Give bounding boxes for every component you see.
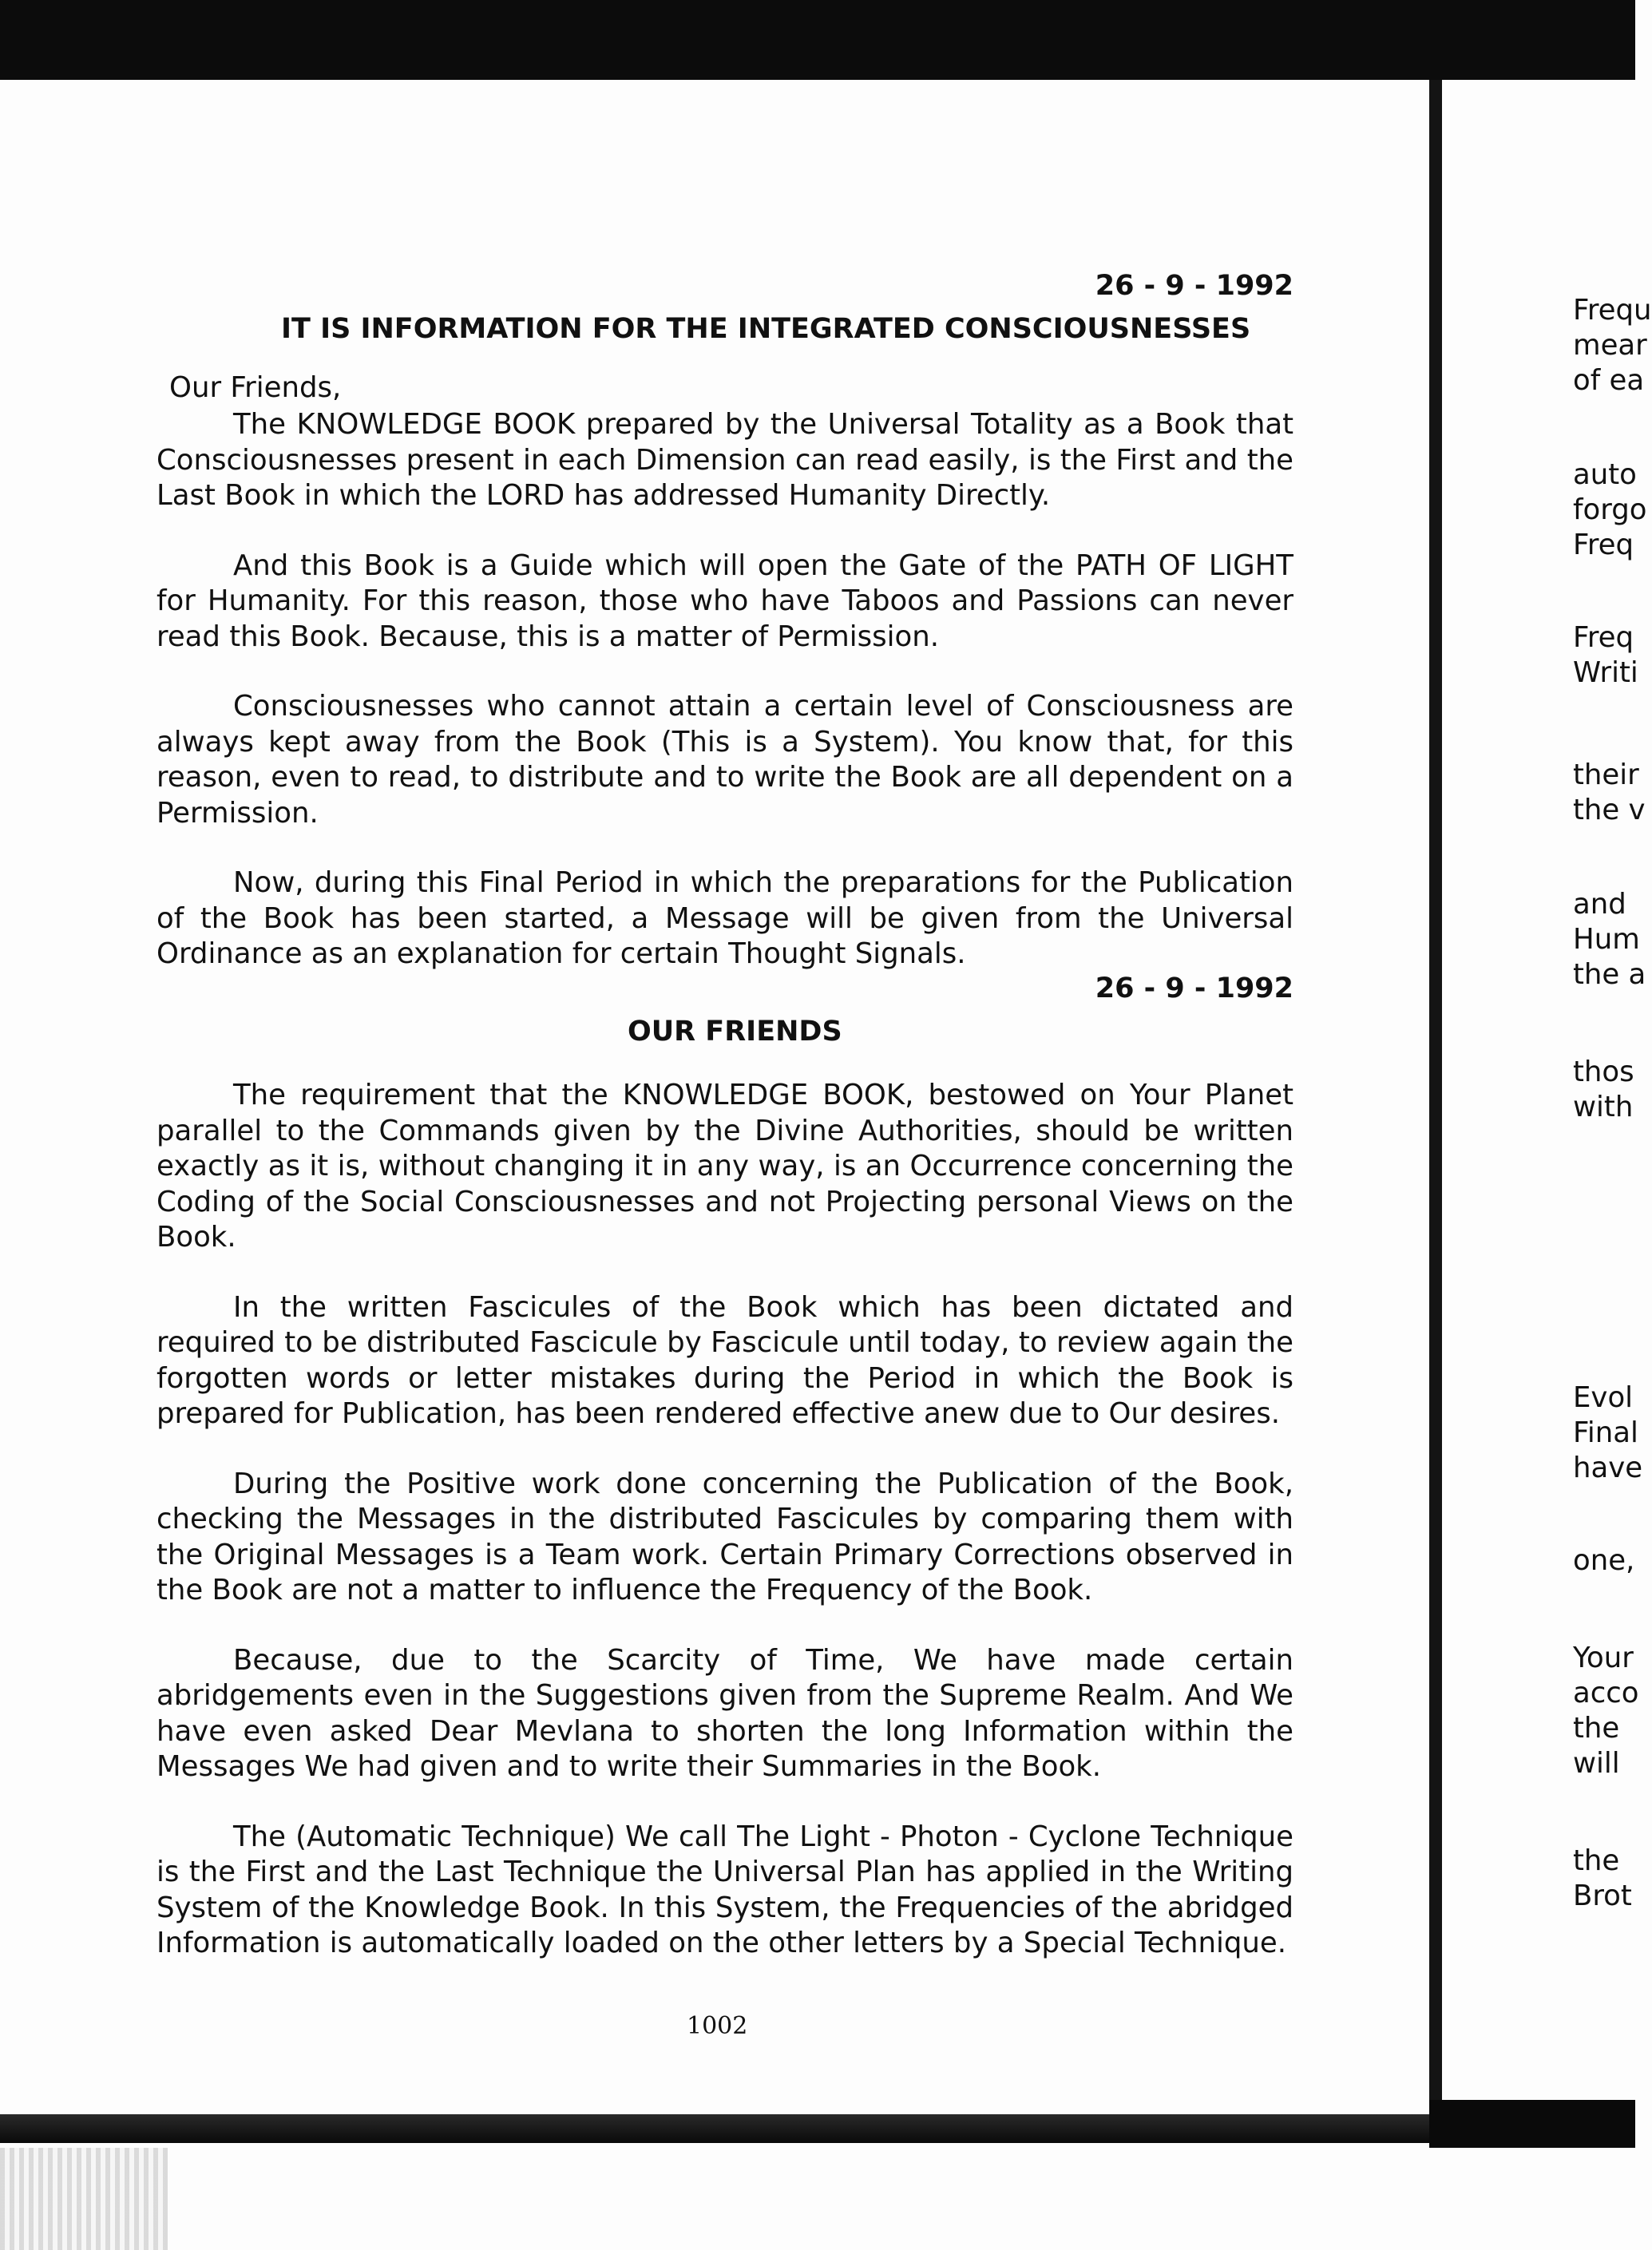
right-page-fragment: have xyxy=(1573,1452,1643,1484)
right-page-fragment: Evol xyxy=(1573,1381,1634,1414)
right-page-fragment: with xyxy=(1573,1091,1634,1123)
right-page-fragment: Writi xyxy=(1573,656,1638,689)
book-spine xyxy=(1429,80,1442,2114)
paragraph: In the written Fascicules of the Book which has been dictated and required to be distributed Fascicule by Fascicule until today, to review again the forgotten words or letter mistakes during the Period in which the Book is prepared for Publication, has been rendered effective anew due to Our desires. xyxy=(156,1290,1293,1430)
right-page-fragment: the xyxy=(1573,1712,1620,1745)
right-page-fragment: their xyxy=(1573,759,1639,791)
paragraph: And this Book is a Guide which will open the Gate of the PATH OF LIGHT for Humanity. For this reason, those who have Taboos and Passions can never read this Book. Because, this is a matter of Permission. xyxy=(156,549,1293,653)
right-page-fragment: thos xyxy=(1573,1056,1634,1088)
right-page-fragment: Final xyxy=(1573,1416,1638,1449)
section1-body xyxy=(156,407,1293,972)
paragraph: Consciousnesses who cannot attain a certain level of Consciousness are always kept away from the Book (This is a System). You know that, for this reason, even to read, to distribute and to write the Book are all dependent on a Permission. xyxy=(156,690,1293,830)
right-page-fragment: Your xyxy=(1573,1642,1634,1674)
salutation: Our Friends, xyxy=(169,371,342,404)
paragraph: Because, due to the Scarcity of Time, We have made certain abridgements even in the Suggestions given from the Supreme Realm. And We have even asked Dear Mevlana to shorten the long Information within the Messages We had given and to write their Summaries in the Book. xyxy=(156,1643,1293,1783)
right-page-fragment: forgo xyxy=(1573,493,1647,526)
right-page-fragment: the a xyxy=(1573,958,1646,991)
right-page-fragment: and xyxy=(1573,888,1626,921)
paragraph: The requirement that the KNOWLEDGE BOOK, bestowed on Your Planet parallel to the Commands given by the Divine Authorities, should be written exactly as it is, without changing it in any way, is an Occurrence concerning the Coding of the Social Consciousnesses and not Projecting personal Views on the Book. xyxy=(156,1079,1293,1254)
right-page-fragment: Freq xyxy=(1573,621,1634,654)
section1-title: IT IS INFORMATION FOR THE INTEGRATED CONSCIOUSNESSES xyxy=(281,313,1251,345)
right-page-fragment: Freq xyxy=(1573,529,1634,561)
scan-top-border xyxy=(0,0,1635,80)
page-number: 1002 xyxy=(687,2012,748,2040)
right-page-fragment: of ea xyxy=(1573,364,1645,397)
paragraph: The KNOWLEDGE BOOK prepared by the Universal Totality as a Book that Consciousnesses present in each Dimension can read easily, is the First and the Last Book in which the LORD has addressed Humanity Directly. xyxy=(156,408,1293,512)
right-page-fragment: the v xyxy=(1573,794,1646,826)
scan-bottom-right-shadow xyxy=(1429,2100,1635,2148)
right-page-fragment: acco xyxy=(1573,1677,1639,1709)
paragraph: During the Positive work done concerning the Publication of the Book, checking the Messages in the distributed Fascicules by comparing them with the Original Messages is a Team work. Certain Primary Corrections observed in the Book are not a matter to influence the Frequency of the Book. xyxy=(156,1467,1293,1606)
section2-title: OUR FRIENDS xyxy=(628,1016,842,1048)
right-page-fragment: mear xyxy=(1573,329,1647,362)
right-page-fragment: Frequ xyxy=(1573,294,1652,327)
right-page-fragment: auto xyxy=(1573,458,1637,491)
right-page-fragment: the xyxy=(1573,1844,1620,1877)
paragraph: The (Automatic Technique) We call The Light - Photon - Cyclone Technique is the First and the Last Technique the Universal Plan has applied in the Writing System of the Knowledge Book. In this System, the Frequencies of the abridged Information is automatically loaded on the other letters by a Special Technique. xyxy=(156,1820,1293,1959)
right-page-fragment: one, xyxy=(1573,1544,1635,1577)
paragraph: Now, during this Final Period in which the preparations for the Publication of the Book has been started, a Message will be given from the Universal Ordinance as an explanation for certain Thought Signals. xyxy=(156,866,1293,970)
scan-bottom-border xyxy=(0,2114,1635,2143)
right-page-fragment: Brot xyxy=(1573,1880,1632,1912)
section1-date: 26 - 9 - 1992 xyxy=(1095,270,1293,302)
right-page-fragment: Hum xyxy=(1573,923,1640,956)
section2-date: 26 - 9 - 1992 xyxy=(1095,972,1293,1004)
section2-body xyxy=(156,1078,1293,1962)
right-page-fragment: will xyxy=(1573,1747,1620,1780)
scan-corner-artifact xyxy=(0,2148,168,2250)
